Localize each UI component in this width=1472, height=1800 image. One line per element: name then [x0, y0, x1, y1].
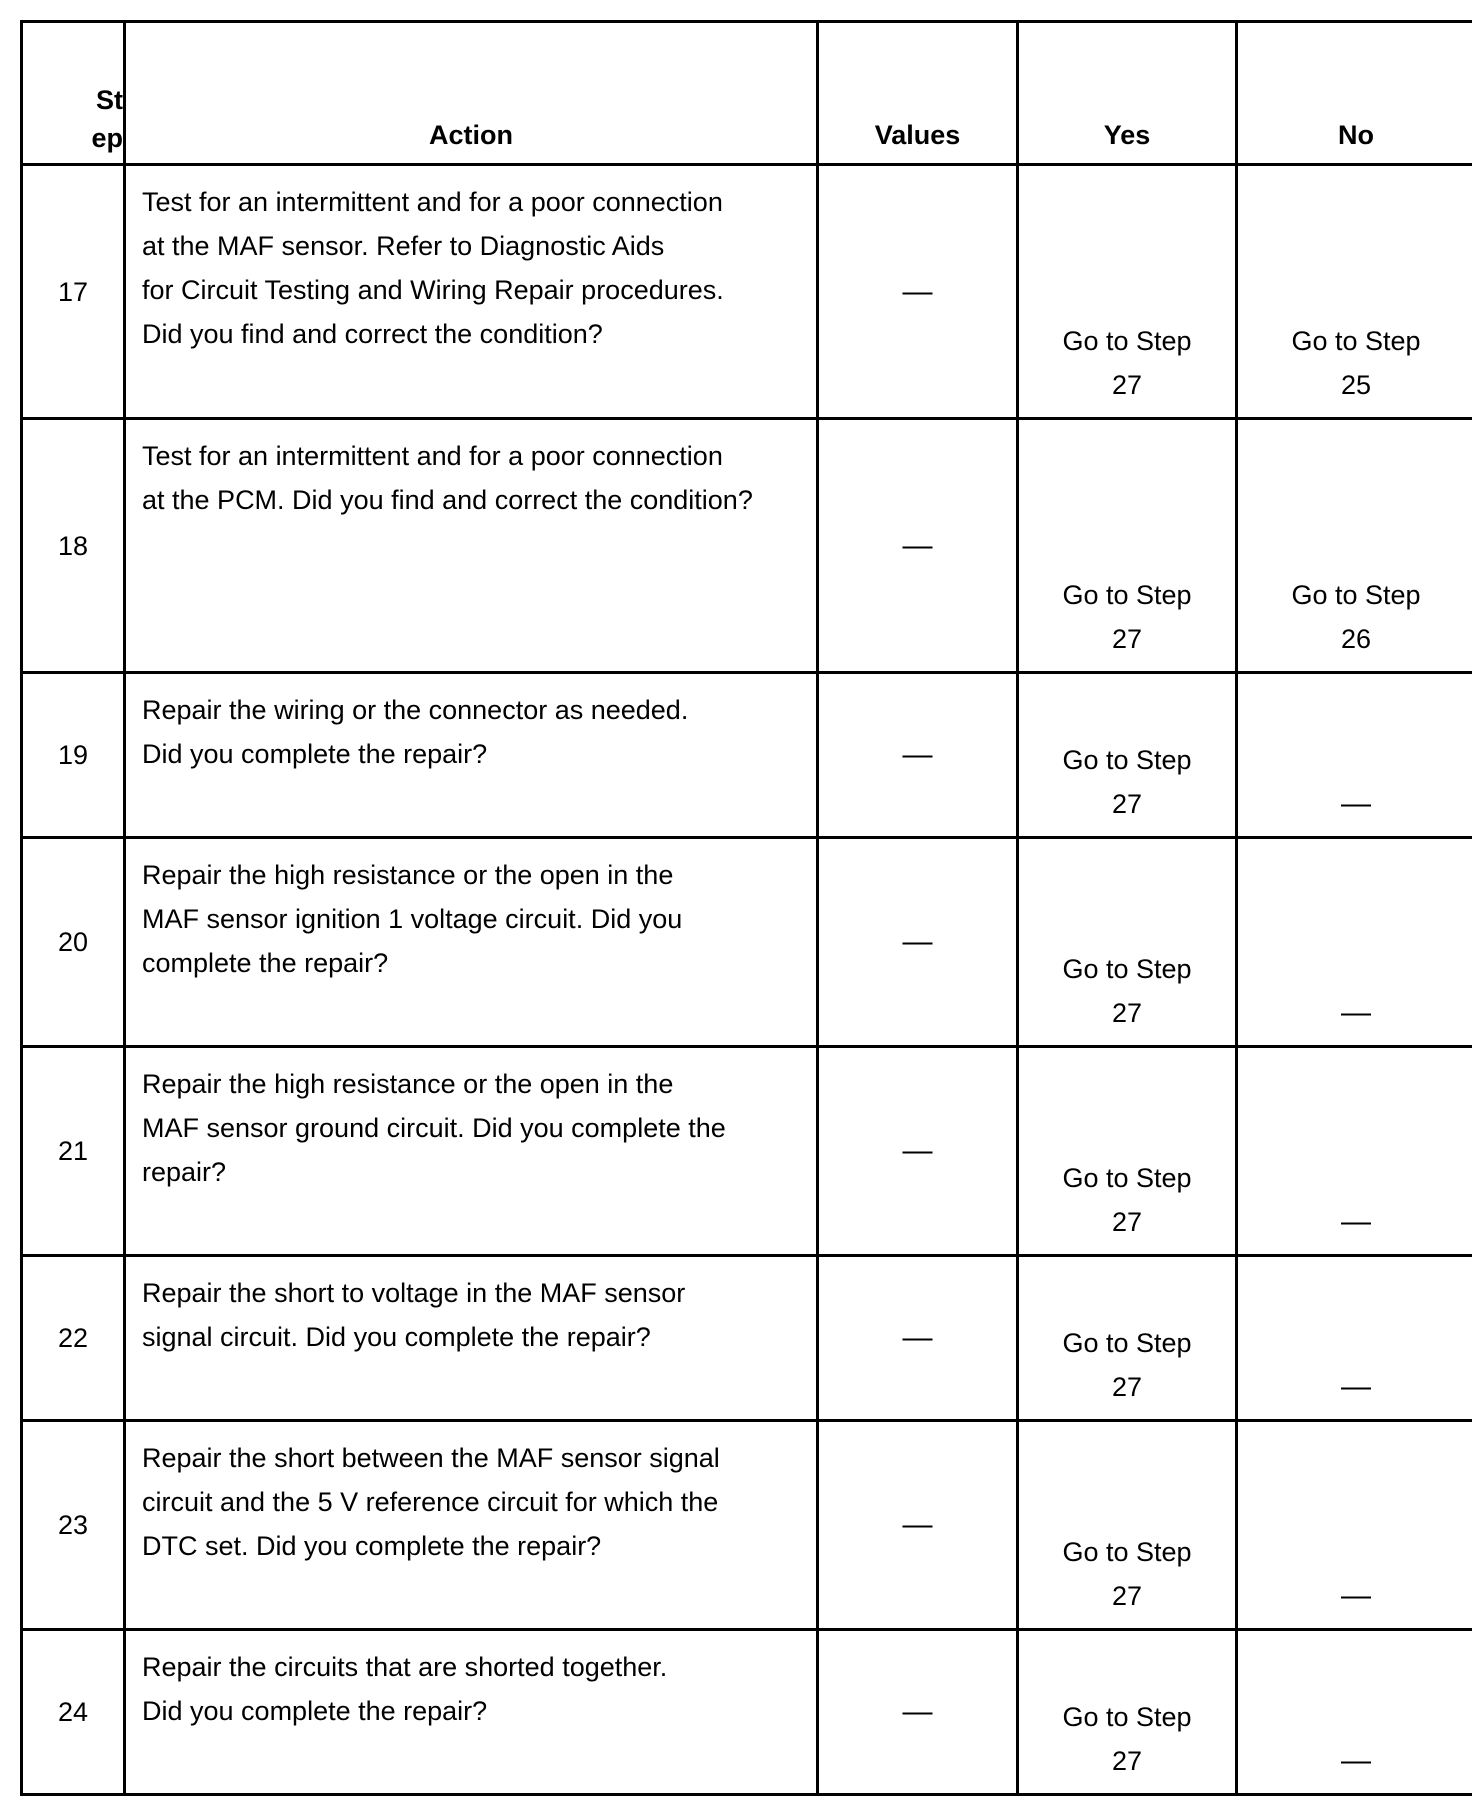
no-dash: — [1341, 1744, 1371, 1777]
action-line: circuit and the 5 V reference circuit for which the [142, 1487, 719, 1517]
no-cell [1238, 674, 1472, 839]
yes-step: 27 [1111, 998, 1143, 1028]
action-line: Did you find and correct the condition? [142, 319, 603, 349]
yes-step: 27 [1111, 1746, 1143, 1776]
yes-go-to: Go to Step [1062, 326, 1192, 356]
yes-cell [1019, 1631, 1238, 1796]
yes-step: 27 [1111, 1372, 1143, 1402]
header-step-line1: St [96, 85, 123, 115]
header-values: Values [819, 23, 1019, 166]
action-cell [126, 420, 819, 674]
action-line: Test for an intermittent and for a poor connection [142, 187, 723, 217]
header-yes: Yes [1019, 23, 1238, 166]
action-line: MAF sensor ignition 1 voltage circuit. Did you [142, 904, 683, 934]
action-line: complete the repair? [142, 948, 389, 978]
action-cell [126, 1631, 819, 1796]
no-step: 26 [1340, 624, 1372, 654]
action-line: Did you complete the repair? [142, 1696, 488, 1726]
no-dash: — [1341, 787, 1371, 820]
no-dash: — [1341, 996, 1371, 1029]
yes-step: 27 [1111, 789, 1143, 819]
yes-step: 27 [1111, 1207, 1143, 1237]
no-dash: — [1341, 1370, 1371, 1403]
step-number: 20 [23, 839, 126, 1048]
header-no: No [1238, 23, 1472, 166]
yes-go-to: Go to Step [1062, 1163, 1192, 1193]
value-cell: — [819, 166, 1019, 420]
action-line: Repair the short to voltage in the MAF sensor [142, 1278, 686, 1308]
action-cell [126, 1422, 819, 1631]
yes-go-to: Go to Step [1062, 1537, 1192, 1567]
no-go-to: Go to Step [1291, 580, 1421, 610]
step-number: 19 [23, 674, 126, 839]
action-line: Repair the high resistance or the open in the [142, 1069, 674, 1099]
yes-step: 27 [1111, 370, 1143, 400]
action-line: for Circuit Testing and Wiring Repair procedures. [142, 275, 724, 305]
yes-step: 27 [1111, 624, 1143, 654]
yes-cell [1019, 1422, 1238, 1631]
yes-go-to: Go to Step [1062, 580, 1192, 610]
action-cell [126, 1048, 819, 1257]
action-cell [126, 674, 819, 839]
step-number: 22 [23, 1257, 126, 1422]
value-cell: — [819, 1631, 1019, 1796]
value-cell: — [819, 839, 1019, 1048]
action-line: at the MAF sensor. Refer to Diagnostic Aids [142, 231, 665, 261]
no-cell [1238, 420, 1472, 674]
action-line: Test for an intermittent and for a poor connection [142, 441, 723, 471]
value-cell: — [819, 1048, 1019, 1257]
action-cell [126, 1257, 819, 1422]
yes-cell [1019, 1048, 1238, 1257]
step-number: 24 [23, 1631, 126, 1796]
no-cell [1238, 1048, 1472, 1257]
value-cell: — [819, 1257, 1019, 1422]
action-line: MAF sensor ground circuit. Did you complete the [142, 1113, 726, 1143]
value-cell: — [819, 420, 1019, 674]
yes-cell [1019, 1257, 1238, 1422]
action-line: Repair the wiring or the connector as needed. [142, 695, 689, 725]
action-line: at the PCM. Did you find and correct the condition? [142, 485, 753, 515]
no-dash: — [1341, 1205, 1371, 1238]
no-dash: — [1341, 1579, 1371, 1612]
action-cell [126, 839, 819, 1048]
value-cell: — [819, 674, 1019, 839]
yes-cell [1019, 839, 1238, 1048]
yes-cell [1019, 420, 1238, 674]
action-line: Repair the short between the MAF sensor signal [142, 1443, 720, 1473]
step-number: 17 [23, 166, 126, 420]
no-cell [1238, 1257, 1472, 1422]
no-cell [1238, 166, 1472, 420]
yes-step: 27 [1111, 1581, 1143, 1611]
yes-go-to: Go to Step [1062, 1702, 1192, 1732]
diagnostic-table [20, 20, 1472, 1796]
yes-go-to: Go to Step [1062, 1328, 1192, 1358]
no-step: 25 [1340, 370, 1372, 400]
step-number: 18 [23, 420, 126, 674]
no-cell [1238, 1422, 1472, 1631]
action-line: Repair the high resistance or the open in the [142, 860, 674, 890]
header-action: Action [126, 23, 819, 166]
action-cell [126, 166, 819, 420]
action-line: Repair the circuits that are shorted together. [142, 1652, 668, 1682]
no-cell [1238, 839, 1472, 1048]
header-step-line2: ep [91, 123, 123, 153]
yes-cell [1019, 674, 1238, 839]
yes-go-to: Go to Step [1062, 745, 1192, 775]
yes-cell [1019, 166, 1238, 420]
step-number: 23 [23, 1422, 126, 1631]
no-cell [1238, 1631, 1472, 1796]
value-cell: — [819, 1422, 1019, 1631]
no-go-to: Go to Step [1291, 326, 1421, 356]
action-line: signal circuit. Did you complete the repair? [142, 1322, 651, 1352]
yes-go-to: Go to Step [1062, 954, 1192, 984]
header-step [23, 23, 126, 166]
step-number: 21 [23, 1048, 126, 1257]
action-line: Did you complete the repair? [142, 739, 488, 769]
action-line: repair? [142, 1157, 227, 1187]
action-line: DTC set. Did you complete the repair? [142, 1531, 602, 1561]
